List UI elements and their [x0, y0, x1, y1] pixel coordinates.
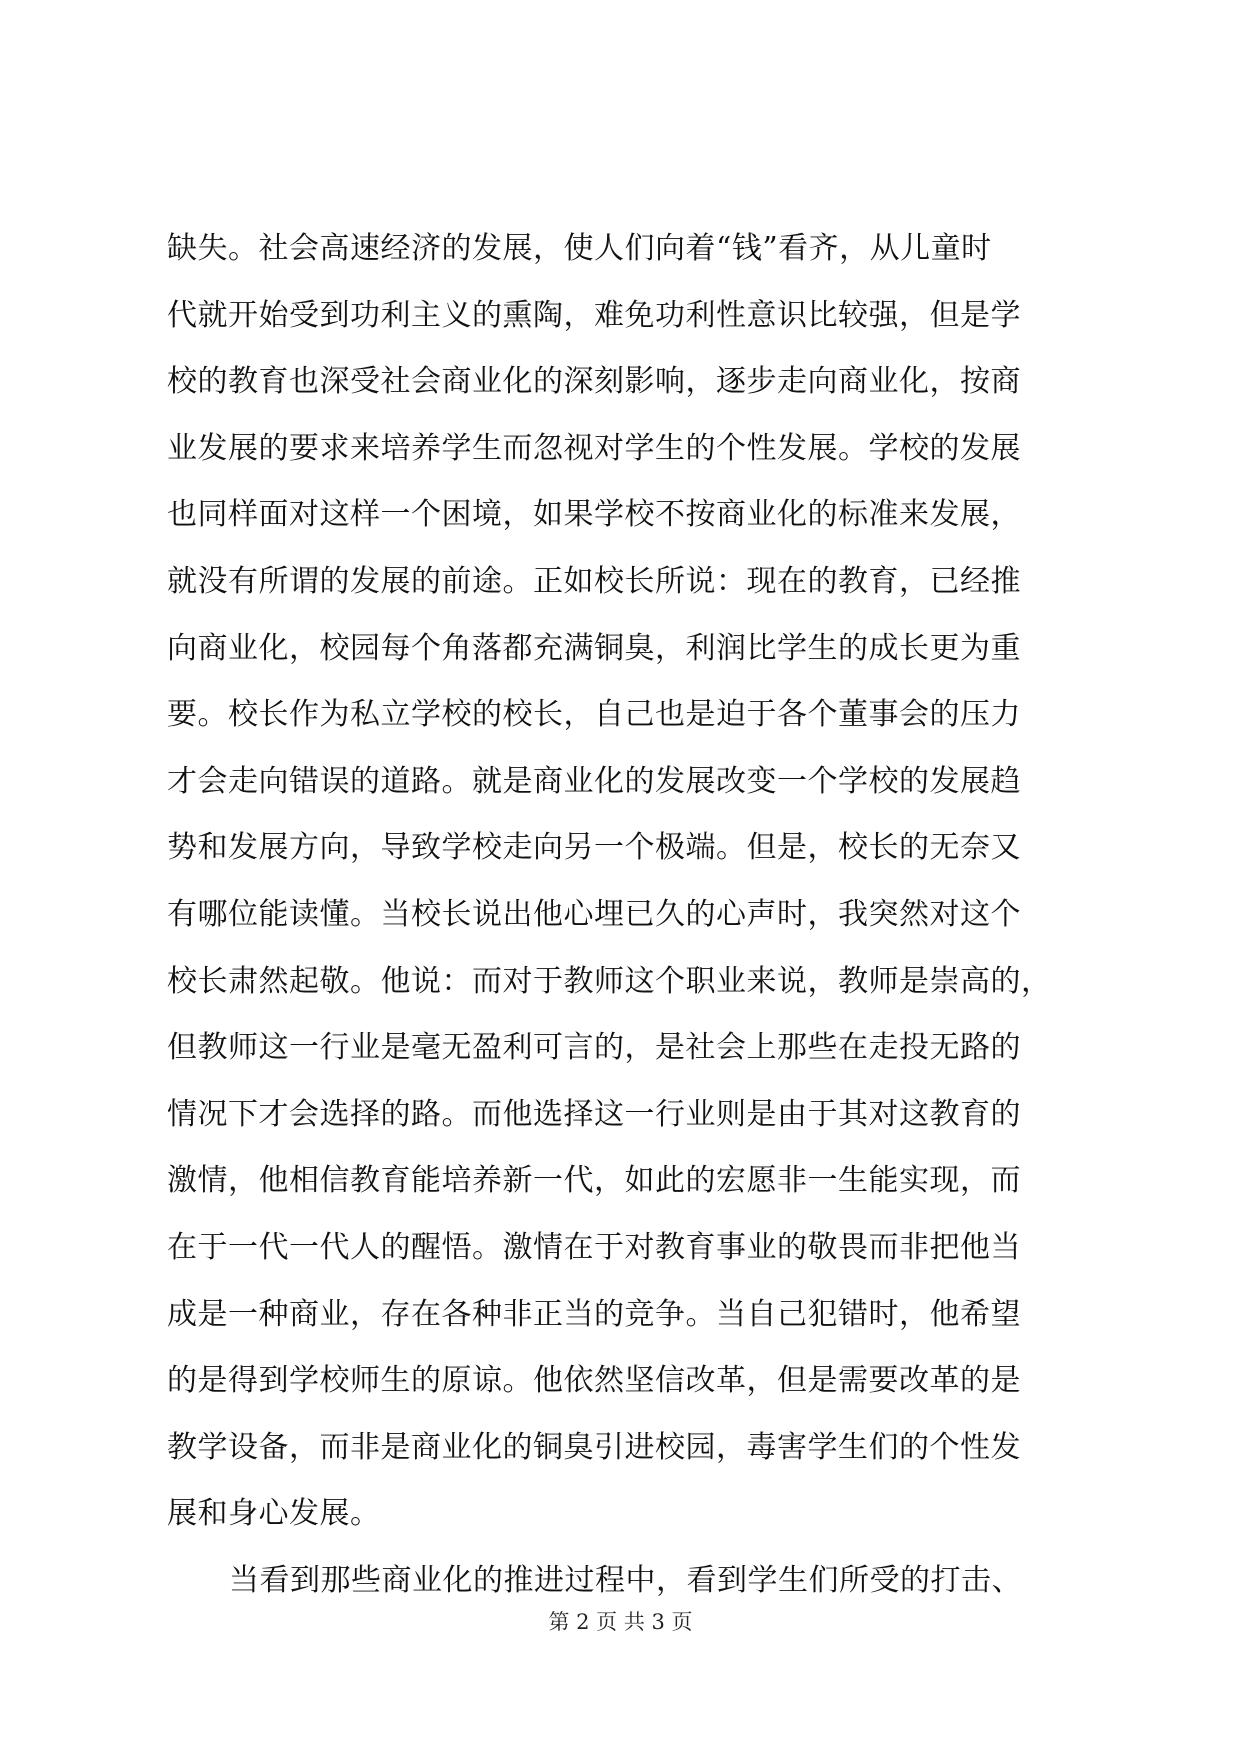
- paragraph-start-line: 当看到那些商业化的推进过程中，看到学生们所受的打击、: [229, 1562, 1022, 1598]
- text-line: 成是一种商业，存在各种非正当的竞争。当自己犯错时，他希望: [167, 1296, 1021, 1332]
- text-line: 势和发展方向，导致学校走向另一个极端。但是，校长的无奈又: [167, 830, 1021, 866]
- text-line: 就没有所谓的发展的前途。正如校长所说：现在的教育，已经推: [167, 563, 1021, 599]
- text-line: 缺失。社会高速经济的发展，使人们向着“钱”看齐，从儿童时: [167, 231, 992, 266]
- text-line: 在于一代一代人的醒悟。激情在于对教育事业的敬畏而非把他当: [167, 1229, 1021, 1265]
- text-line: 情况下才会选择的路。而他选择这一行业则是由于其对这教育的: [167, 1096, 1021, 1132]
- text-line: 代就开始受到功利主义的熏陶，难免功利性意识比较强，但是学: [167, 297, 1021, 333]
- text-line: 但教师这一行业是毫无盈利可言的，是社会上那些在走投无路的: [167, 1030, 1021, 1066]
- page-footer: 第 2 页 共 3 页: [548, 1610, 693, 1634]
- text-line: 的是得到学校师生的原谅。他依然坚信改革，但是需要改革的是: [167, 1363, 1021, 1399]
- text-line: 展和身心发展。: [167, 1496, 381, 1532]
- text-line: 校的教育也深受社会商业化的深刻影响，逐步走向商业化，按商: [167, 364, 1021, 400]
- text-line: 才会走向错误的道路。就是商业化的发展改变一个学校的发展趋: [167, 763, 1021, 799]
- body-text: [167, 226, 1087, 1624]
- text-line: 教学设备，而非是商业化的铜臭引进校园，毒害学生们的个性发: [167, 1429, 1021, 1465]
- text-line: 激情，他相信教育能培养新一代，如此的宏愿非一生能实现，而: [167, 1163, 1021, 1199]
- text-line: 校长肃然起敬。他说：而对于教师这个职业来说，教师是崇高的，: [167, 963, 1052, 999]
- text-line: 向商业化，校园每个角落都充满铜臭，利润比学生的成长更为重: [167, 630, 1021, 666]
- text-line: 有哪位能读懂。当校长说出他心埋已久的心声时，我突然对这个: [167, 896, 1021, 932]
- text-line: 要。校长作为私立学校的校长，自己也是迫于各个董事会的压力: [167, 697, 1021, 733]
- text-line: 业发展的要求来培养学生而忽视对学生的个性发展。学校的发展: [167, 430, 1021, 466]
- text-line: 也同样面对这样一个困境，如果学校不按商业化的标准来发展，: [167, 497, 1021, 533]
